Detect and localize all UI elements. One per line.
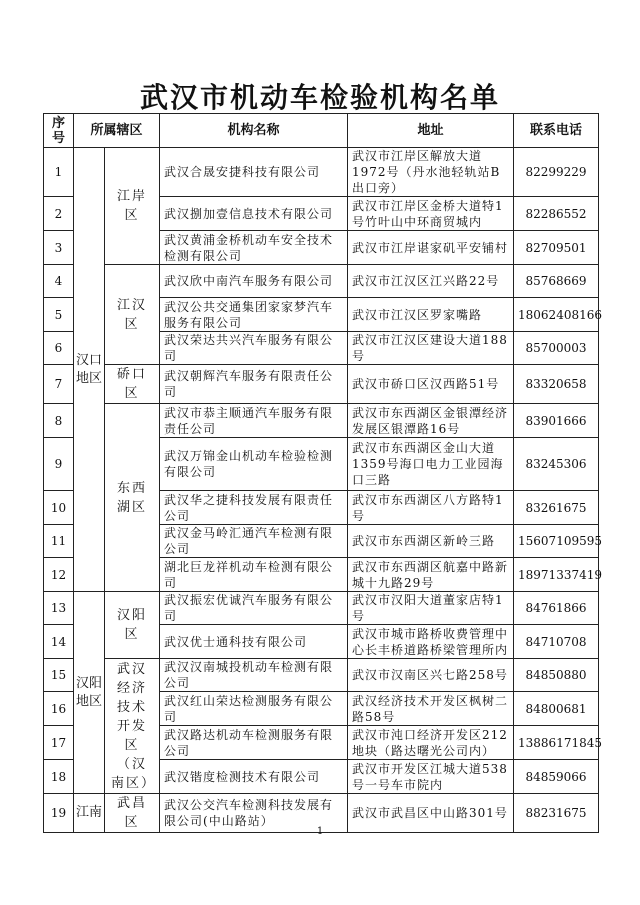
table-header-row xyxy=(44,114,599,148)
address-cell: 武汉市江岸区解放大道1972号（丹水池轻轨站B出口旁） xyxy=(348,148,514,197)
address-cell: 武汉市开发区江城大道538号一号车市院内 xyxy=(348,760,514,794)
agency-name-cell: 武汉欣中南汽车服务有限公司 xyxy=(160,265,348,298)
seq-cell: 6 xyxy=(44,332,74,365)
seq-cell: 17 xyxy=(44,726,74,760)
phone-cell: 84850880 xyxy=(514,659,599,692)
agency-name-cell: 武汉朝辉汽车服务有限责任公司 xyxy=(160,365,348,404)
inspection-agency-table xyxy=(43,113,602,833)
phone-cell: 84761866 xyxy=(514,592,599,625)
page-number: 1 xyxy=(316,826,324,837)
phone-cell: 84859066 xyxy=(514,760,599,794)
region-cell: 汉口地区 xyxy=(74,148,105,592)
address-cell: 武汉市东西湖区新岭三路 xyxy=(348,525,514,558)
seq-cell: 11 xyxy=(44,525,74,558)
header-phone: 联系电话 xyxy=(514,114,599,148)
seq-cell: 19 xyxy=(44,794,74,833)
agency-name-cell: 武汉万锦金山机动车检验检测有限公司 xyxy=(160,438,348,491)
phone-cell: 15607109595 xyxy=(514,525,599,558)
header-address: 地址 xyxy=(348,114,514,148)
phone-cell: 18971337419 xyxy=(514,558,599,592)
table-row xyxy=(44,592,599,625)
address-cell: 武汉市江岸区金桥大道特1号竹叶山中环商贸城内 xyxy=(348,197,514,231)
phone-cell: 84710708 xyxy=(514,625,599,659)
address-cell: 武汉市城市路桥收费管理中心长丰桥道路桥梁管理所内 xyxy=(348,625,514,659)
table-row xyxy=(44,659,599,692)
seq-cell: 10 xyxy=(44,491,74,525)
seq-cell: 15 xyxy=(44,659,74,692)
agency-name-cell: 武汉华之捷科技发展有限责任公司 xyxy=(160,491,348,525)
address-cell: 武汉市沌口经济开发区212地块（路达曙光公司内） xyxy=(348,726,514,760)
phone-cell: 85700003 xyxy=(514,332,599,365)
seq-cell: 7 xyxy=(44,365,74,404)
address-cell: 武汉市汉阳大道董家店特1号 xyxy=(348,592,514,625)
seq-cell: 12 xyxy=(44,558,74,592)
seq-cell: 1 xyxy=(44,148,74,197)
agency-name-cell: 武汉振宏优诚汽车服务有限公司 xyxy=(160,592,348,625)
address-cell: 武汉市汉南区兴七路258号 xyxy=(348,659,514,692)
table-row xyxy=(44,265,599,298)
address-cell: 武汉经济技术开发区枫树二路58号 xyxy=(348,692,514,726)
agency-name-cell: 武汉红山荣达检测服务有限公司 xyxy=(160,692,348,726)
seq-cell: 18 xyxy=(44,760,74,794)
agency-name-cell: 武汉合晟安捷科技有限公司 xyxy=(160,148,348,197)
address-cell: 武汉市东西湖区八方路特1号 xyxy=(348,491,514,525)
agency-name-cell: 武汉市恭主顺通汽车服务有限责任公司 xyxy=(160,404,348,438)
district-cell: 硚口区 xyxy=(105,365,160,404)
phone-cell: 13886171845 xyxy=(514,726,599,760)
phone-cell: 83261675 xyxy=(514,491,599,525)
phone-cell: 82286552 xyxy=(514,197,599,231)
seq-cell: 9 xyxy=(44,438,74,491)
header-name: 机构名称 xyxy=(160,114,348,148)
district-cell: 汉阳区 xyxy=(105,592,160,659)
district-cell: 江岸区 xyxy=(105,148,160,265)
region-cell: 汉阳地区 xyxy=(74,592,105,794)
table-row xyxy=(44,404,599,438)
address-cell: 武汉市江岸谌家矶平安铺村 xyxy=(348,231,514,265)
phone-cell: 83901666 xyxy=(514,404,599,438)
address-cell: 武汉市硚口区汉西路51号 xyxy=(348,365,514,404)
page-title: 武汉市机动车检验机构名单 xyxy=(139,81,500,114)
phone-cell: 88231675 xyxy=(514,794,599,833)
seq-cell: 2 xyxy=(44,197,74,231)
address-cell: 武汉市东西湖区金银潭经济发展区银潭路16号 xyxy=(348,404,514,438)
agency-name-cell: 武汉路达机动车检测服务有限公司 xyxy=(160,726,348,760)
seq-cell: 5 xyxy=(44,298,74,332)
region-cell: 江南 xyxy=(74,794,105,833)
seq-cell: 8 xyxy=(44,404,74,438)
table-row xyxy=(44,365,599,404)
agency-name-cell: 武汉汉南城投机动车检测有限公司 xyxy=(160,659,348,692)
address-cell: 武汉市武昌区中山路301号 xyxy=(348,794,514,833)
district-cell: 武汉经济技术开发区（汉南区） xyxy=(105,659,160,794)
agency-name-cell: 武汉荣达共兴汽车服务有限公司 xyxy=(160,332,348,365)
seq-cell: 4 xyxy=(44,265,74,298)
seq-cell: 14 xyxy=(44,625,74,659)
phone-cell: 83320658 xyxy=(514,365,599,404)
agency-name-cell: 武汉公交汽车检测科技发展有限公司(中山路站） xyxy=(160,794,348,833)
seq-cell: 3 xyxy=(44,231,74,265)
district-cell: 东西湖区 xyxy=(105,404,160,592)
address-cell: 武汉市江汉区罗家嘴路 xyxy=(348,298,514,332)
agency-name-cell: 武汉锴度检测技术有限公司 xyxy=(160,760,348,794)
agency-name-cell: 武汉优士通科技有限公司 xyxy=(160,625,348,659)
phone-cell: 85768669 xyxy=(514,265,599,298)
address-cell: 武汉市东西湖区航嘉中路新城十九路29号 xyxy=(348,558,514,592)
agency-name-cell: 武汉金马岭汇通汽车检测有限公司 xyxy=(160,525,348,558)
agency-name-cell: 武汉黄浦金桥机动车安全技术检测有限公司 xyxy=(160,231,348,265)
table-row xyxy=(44,148,599,197)
address-cell: 武汉市江汉区建设大道188号 xyxy=(348,332,514,365)
phone-cell: 18062408166 xyxy=(514,298,599,332)
header-seq: 序号 xyxy=(44,114,74,148)
phone-cell: 82709501 xyxy=(514,231,599,265)
address-cell: 武汉市江汉区江兴路22号 xyxy=(348,265,514,298)
agency-name-cell: 湖北巨龙祥机动车检测有限公司 xyxy=(160,558,348,592)
district-cell: 江汉区 xyxy=(105,265,160,365)
phone-cell: 82299229 xyxy=(514,148,599,197)
district-cell: 武昌区 xyxy=(105,794,160,833)
seq-cell: 16 xyxy=(44,692,74,726)
agency-name-cell: 武汉捌加壹信息技术有限公司 xyxy=(160,197,348,231)
agency-name-cell: 武汉公共交通集团家家梦汽车服务有限公司 xyxy=(160,298,348,332)
address-cell: 武汉市东西湖区金山大道1359号海口电力工业园海口三路 xyxy=(348,438,514,491)
seq-cell: 13 xyxy=(44,592,74,625)
phone-cell: 84800681 xyxy=(514,692,599,726)
header-region: 所属辖区 xyxy=(74,114,160,148)
phone-cell: 83245306 xyxy=(514,438,599,491)
